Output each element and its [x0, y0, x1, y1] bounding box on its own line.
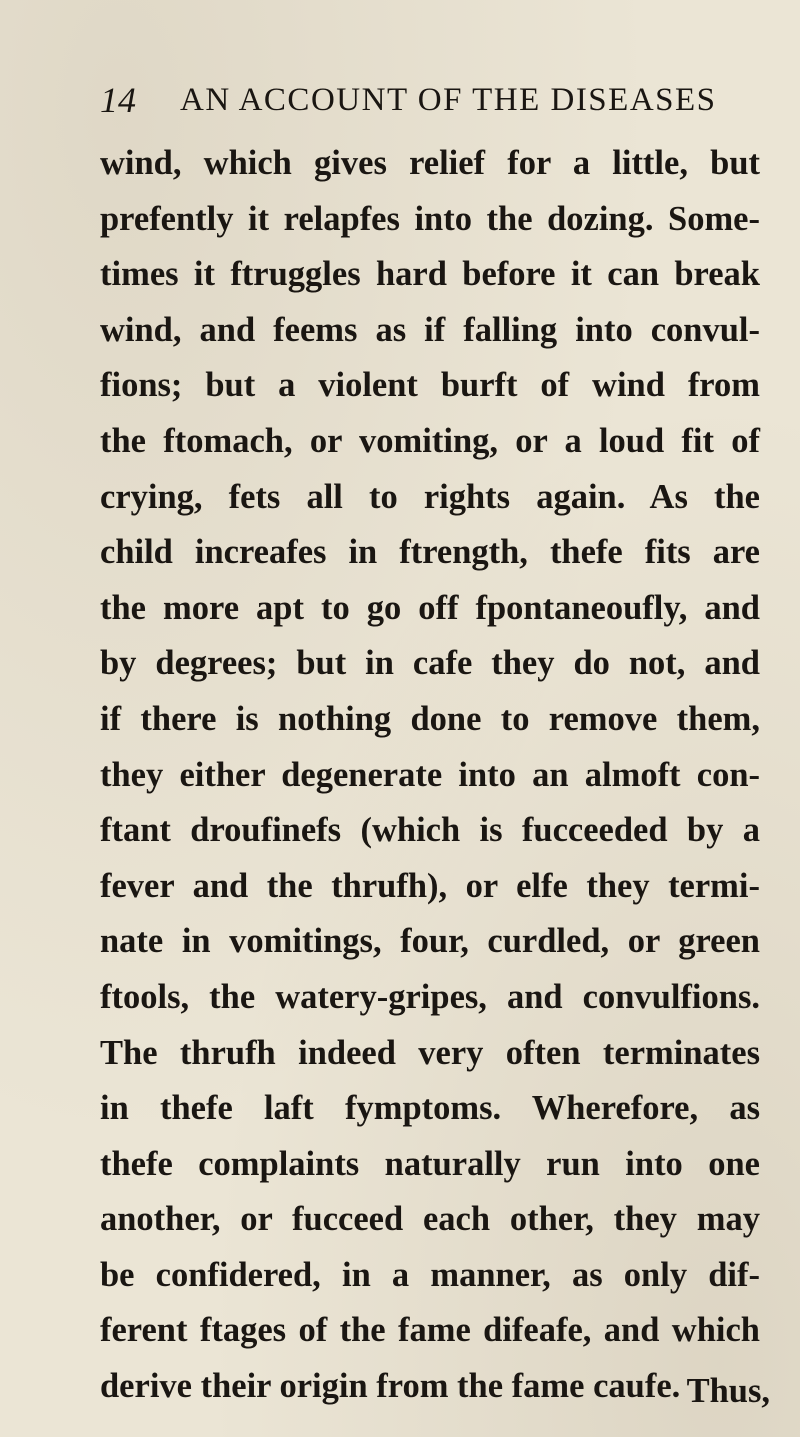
text-line: if there is nothing done to remove them, — [100, 699, 760, 738]
body-text — [100, 136, 760, 1415]
text-line: ftools, the watery-gripes, and convulfions. — [100, 977, 760, 1016]
text-line: the more apt to go off fpontaneoufly, and — [100, 588, 760, 627]
text-line: thefe complaints naturally run into one — [100, 1144, 760, 1183]
text-line: wind, which gives relief for a little, but — [100, 144, 760, 182]
text-line: by degrees; but in cafe they do not, and — [100, 644, 760, 683]
text-line: ferent ftages of the fame difeafe, and which — [100, 1311, 760, 1350]
text-line: The thrufh indeed very often terminates — [100, 1033, 760, 1072]
text-line: fever and the thrufh), or elfe they termi- — [100, 866, 760, 905]
text-line: nate in vomitings, four, curdled, or green — [100, 922, 760, 961]
running-head — [100, 78, 740, 122]
text-line: ftant droufinefs (which is fucceeded by a — [100, 811, 760, 850]
text-line: the ftomach, or vomiting, or a loud fit of — [100, 421, 760, 460]
catchword: Thus, — [686, 1372, 770, 1410]
text-line: prefently it relapfes into the dozing. Some- — [100, 199, 760, 238]
running-title: AN ACCOUNT OF THE DISEASES — [180, 82, 717, 118]
text-line: another, or fucceed each other, they may — [100, 1200, 760, 1239]
text-line: in thefe laft fymptoms. Wherefore, as — [100, 1089, 760, 1128]
text-line: be confidered, in a manner, as only dif- — [100, 1255, 760, 1294]
text-line: child increafes in ftrength, thefe fits are — [100, 533, 760, 572]
text-line: they either degenerate into an almoft con- — [100, 755, 760, 794]
text-line: wind, and feems as if falling into convul- — [100, 310, 760, 349]
text-line: times it ftruggles hard before it can break — [100, 255, 760, 294]
text-line: fions; but a violent burft of wind from — [100, 366, 760, 405]
text-line: derive their origin from the fame caufe. — [100, 1367, 681, 1406]
text-line: crying, fets all to rights again. As the — [100, 477, 760, 516]
page-number: 14 — [100, 80, 136, 120]
